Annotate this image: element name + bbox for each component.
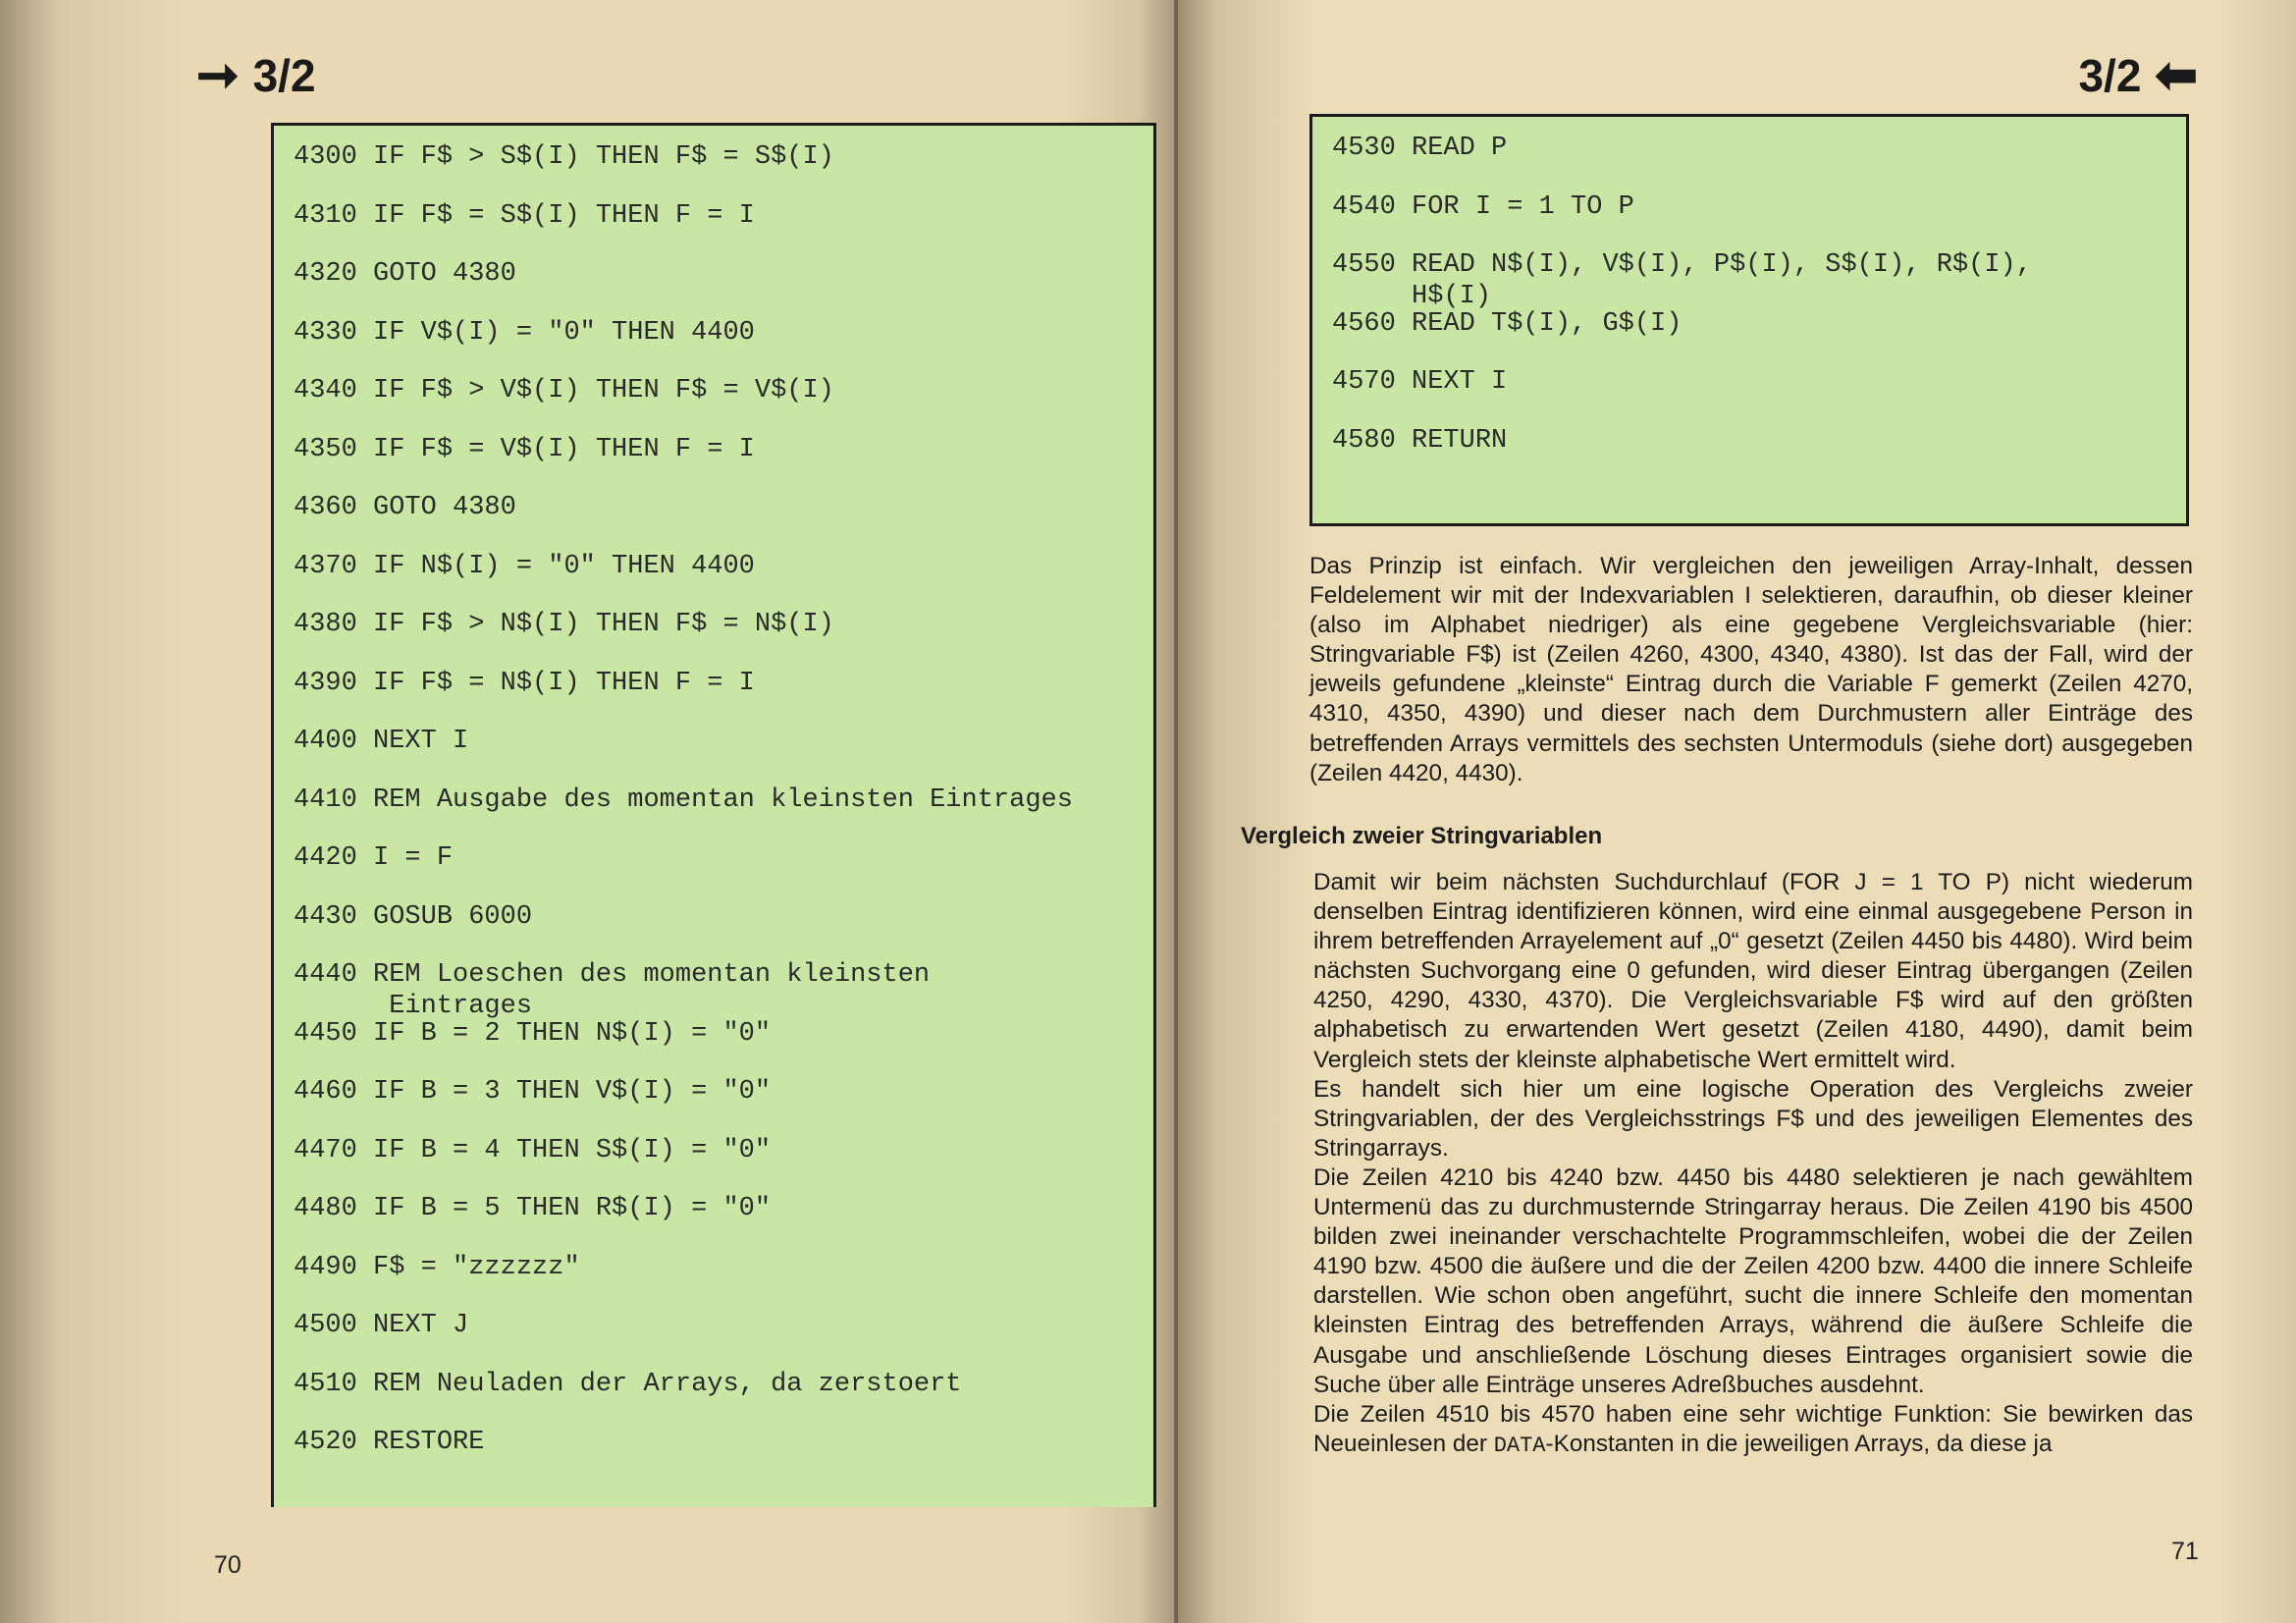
body-text (1313, 868, 2193, 1461)
code-line: 4320 GOTO 4380 (294, 259, 516, 289)
paragraph-last (1313, 1400, 2193, 1461)
code-line: 4520 RESTORE (294, 1428, 485, 1457)
code-line: 4580 RETURN (1332, 425, 1508, 456)
arrow-right-icon: ➞ (196, 47, 240, 104)
code-line: 4350 IF F$ = V$(I) THEN F = I (294, 434, 755, 464)
code-line: 4500 NEXT J (294, 1311, 469, 1340)
code-line: 4570 NEXT I (1332, 367, 1508, 397)
section-label-left: 3/2 (252, 50, 316, 101)
code-line: 4330 IF V$(I) = "0" THEN 4400 (294, 317, 755, 348)
section-label-right: 3/2 (2078, 50, 2142, 101)
code-line: 4480 IF B = 5 THEN R$(I) = "0" (294, 1194, 772, 1223)
page-number-right: 71 (2171, 1538, 2199, 1565)
code-line: 4450 IF B = 2 THEN N$(I) = "0" (294, 1018, 772, 1049)
paragraph-text: Die Zeilen 4510 bis 4570 haben eine sehr wichtige Funktion: Sie bewirken das Neueinlesen der (1313, 1400, 2193, 1457)
section-marker-right (2078, 49, 2198, 102)
right-page (1178, 0, 2296, 1623)
code-line: 4340 IF F$ > V$(I) THEN F$ = V$(I) (294, 376, 834, 406)
code-line: 4470 IF B = 4 THEN S$(I) = "0" (294, 1135, 772, 1165)
code-line: 4370 IF N$(I) = "0" THEN 4400 (294, 551, 755, 581)
code-line: 4430 GOSUB 6000 (294, 901, 533, 932)
data-keyword: DATA (1493, 1433, 1546, 1458)
code-line: 4540 FOR I = 1 TO P (1332, 191, 1634, 222)
code-lines-right (1332, 133, 2176, 483)
code-listing-right (1309, 114, 2189, 526)
code-line: 4420 I = F (294, 843, 454, 873)
code-line: 4300 IF F$ > S$(I) THEN F$ = S$(I) (294, 142, 834, 172)
paragraph: Die Zeilen 4210 bis 4240 bzw. 4450 bis 4480 selektieren je nach gewähltem Untermenü das zu durchmusternde Stringarray heraus. Die Zeilen 4190 bis 4500 bilden zwei ineinander verschachtelte Programmschleifen, wobei die der Zeilen 4190 bzw. 4500 die äußere und die der Zeilen 4200 bzw. 4400 die innere Schleife darstellen. Wie schon oben angeführt, sucht die innere Schleife den momentan kleinsten Eintrag des betreffenden Arrays, während die äußere Schleife die Ausgabe und anschließende Löschung dieses Eintrages organisiert sowie die Suche über alle Einträge unseres Adreßbuches ausdehnt. (1313, 1163, 2193, 1398)
code-line: 4460 IF B = 3 THEN V$(I) = "0" (294, 1077, 772, 1107)
intro-paragraph: Das Prinzip ist einfach. Wir vergleichen den jeweiligen Array-Inhalt, dessen Feldelement wir mit der Indexvariablen I selektieren, daraufhin, ob dieser kleiner (also im Alphabet niedriger) als eine gegebene Vergleichsvariable (hier: Stringvariable F$) ist (Zeilen 4260, 4300, 4340, 4380). Ist das der Fall, wird der jeweils gefundene „kleinste“ Eintrag durch die Variable F gemerkt (Zeilen 4270, 4310, 4350, 4390) und dieser nach dem Durchmustern aller Einträge des betreffenden Arrays vermittels des sechsten Untermoduls (siehe dort) ausgegeben (Zeilen 4420, 4430). (1309, 553, 2193, 786)
code-line: 4550 READ N$(I), V$(I), P$(I), S$(I), R$(I), H$(I) (1332, 250, 2032, 311)
code-line: 4400 NEXT I (294, 727, 469, 756)
code-line: 4380 IF F$ > N$(I) THEN F$ = N$(I) (294, 610, 834, 639)
code-line: 4560 READ T$(I), G$(I) (1332, 308, 1682, 339)
code-line: 4310 IF F$ = S$(I) THEN F = I (294, 200, 755, 231)
section-heading: Vergleich zweier Stringvariablen (1241, 823, 1603, 849)
code-line: 4490 F$ = "zzzzzz" (294, 1252, 580, 1282)
code-listing-left (271, 123, 1156, 1507)
code-lines-left (294, 141, 1144, 1486)
paragraph-text: -Konstanten in die jeweiligen Arrays, da diese ja (1545, 1430, 2053, 1457)
code-line: 4410 REM Ausgabe des momentan kleinsten Eintrages (294, 784, 1073, 815)
paragraph: Damit wir beim nächsten Suchdurchlauf (FOR J = 1 TO P) nicht wiederum denselben Eintrag identifizieren können, wird eine einmal ausgegebene Person in ihrem betreffenden Arrayelement auf „0“ gesetzt (Zeilen 4450 bis 4480). Wird beim nächsten Suchvorgang eine 0 gefunden, wird dieser Eintrag übergangen (Zeilen 4250, 4290, 4330, 4370). Die Vergleichsvariable F$ wird auf den größten alphabetisch zu erwartenden Wert gesetzt (Zeilen 4180, 4490), damit beim Vergleich stets der kleinste alphabetische Wert ermittelt wird. (1313, 869, 2193, 1073)
paragraph: Es handelt sich hier um eine logische Operation des Vergleichs zweier Stringvariablen, der des Vergleichsstrings F$ und des jeweiligen Elementes des Stringarrays. (1313, 1075, 2193, 1162)
code-line: 4440 REM Loeschen des momentan kleinsten Eintrages (294, 960, 931, 1021)
code-line: 4530 READ P (1332, 134, 1508, 163)
code-line: 4510 REM Neuladen der Arrays, da zerstoert (294, 1369, 962, 1399)
code-line: 4390 IF F$ = N$(I) THEN F = I (294, 668, 755, 698)
arrow-left-icon: ⬅ (2155, 47, 2198, 104)
section-marker-left (196, 49, 316, 102)
page-number-left: 70 (214, 1551, 241, 1579)
code-line: 4360 GOTO 4380 (294, 493, 516, 522)
